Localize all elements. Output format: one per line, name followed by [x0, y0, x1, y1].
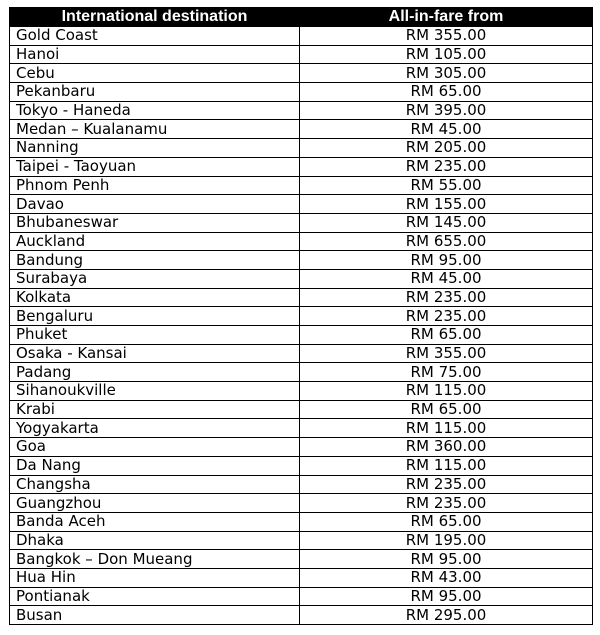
destination-cell: Bengaluru	[10, 307, 300, 326]
table-row	[10, 531, 593, 550]
table-row	[10, 64, 593, 83]
destination-cell: Tokyo - Haneda	[10, 101, 300, 120]
fare-cell: RM 395.00	[300, 101, 593, 120]
destination-cell: Krabi	[10, 400, 300, 419]
fare-cell: RM 65.00	[300, 83, 593, 102]
destination-cell: Sihanoukville	[10, 382, 300, 401]
table-row	[10, 176, 593, 195]
fare-cell: RM 235.00	[300, 475, 593, 494]
destination-cell: Auckland	[10, 232, 300, 251]
destination-cell: Davao	[10, 195, 300, 214]
destination-cell: Pontianak	[10, 587, 300, 606]
table-row	[10, 568, 593, 587]
fare-cell: RM 235.00	[300, 157, 593, 176]
destination-cell: Medan – Kualanamu	[10, 120, 300, 139]
table-row	[10, 251, 593, 270]
destination-cell: Busan	[10, 606, 300, 625]
fare-table	[9, 7, 593, 625]
destination-cell: Taipei - Taoyuan	[10, 157, 300, 176]
fare-cell: RM 305.00	[300, 64, 593, 83]
table-row	[10, 587, 593, 606]
destination-cell: Hua Hin	[10, 568, 300, 587]
fare-cell: RM 115.00	[300, 419, 593, 438]
table-row	[10, 120, 593, 139]
fare-cell: RM 105.00	[300, 45, 593, 64]
table-row	[10, 438, 593, 457]
destination-cell: Phnom Penh	[10, 176, 300, 195]
table-row	[10, 382, 593, 401]
table-header-row	[10, 8, 593, 27]
fare-cell: RM 655.00	[300, 232, 593, 251]
table-row	[10, 400, 593, 419]
fare-cell: RM 45.00	[300, 269, 593, 288]
destination-cell: Pekanbaru	[10, 83, 300, 102]
table-row	[10, 45, 593, 64]
destination-cell: Goa	[10, 438, 300, 457]
column-header-fare: All-in-fare from	[300, 8, 593, 27]
table-row	[10, 419, 593, 438]
fare-cell: RM 155.00	[300, 195, 593, 214]
destination-cell: Bhubaneswar	[10, 213, 300, 232]
table-row	[10, 232, 593, 251]
table-row	[10, 101, 593, 120]
destination-cell: Guangzhou	[10, 494, 300, 513]
table-row	[10, 288, 593, 307]
table-row	[10, 269, 593, 288]
table-row	[10, 213, 593, 232]
fare-cell: RM 235.00	[300, 494, 593, 513]
fare-cell: RM 65.00	[300, 512, 593, 531]
destination-cell: Gold Coast	[10, 27, 300, 46]
destination-cell: Padang	[10, 363, 300, 382]
fare-cell: RM 355.00	[300, 27, 593, 46]
table-row	[10, 326, 593, 345]
destination-cell: Banda Aceh	[10, 512, 300, 531]
fare-cell: RM 235.00	[300, 307, 593, 326]
table-row	[10, 494, 593, 513]
table-row	[10, 139, 593, 158]
table-row	[10, 27, 593, 46]
fare-cell: RM 95.00	[300, 587, 593, 606]
column-header-destination: International destination	[10, 8, 300, 27]
table-row	[10, 83, 593, 102]
fare-cell: RM 115.00	[300, 456, 593, 475]
fare-cell: RM 195.00	[300, 531, 593, 550]
destination-cell: Nanning	[10, 139, 300, 158]
fare-cell: RM 75.00	[300, 363, 593, 382]
fare-cell: RM 65.00	[300, 400, 593, 419]
fare-cell: RM 65.00	[300, 326, 593, 345]
fare-cell: RM 295.00	[300, 606, 593, 625]
fare-cell: RM 95.00	[300, 550, 593, 569]
destination-cell: Bandung	[10, 251, 300, 270]
fare-cell: RM 355.00	[300, 344, 593, 363]
fare-cell: RM 45.00	[300, 120, 593, 139]
fare-cell: RM 360.00	[300, 438, 593, 457]
fare-cell: RM 95.00	[300, 251, 593, 270]
table-row	[10, 307, 593, 326]
table-row	[10, 475, 593, 494]
destination-cell: Bangkok – Don Mueang	[10, 550, 300, 569]
table-row	[10, 195, 593, 214]
fare-cell: RM 55.00	[300, 176, 593, 195]
fare-cell: RM 205.00	[300, 139, 593, 158]
destination-cell: Kolkata	[10, 288, 300, 307]
fare-cell: RM 145.00	[300, 213, 593, 232]
fare-cell: RM 115.00	[300, 382, 593, 401]
destination-cell: Dhaka	[10, 531, 300, 550]
destination-cell: Da Nang	[10, 456, 300, 475]
destination-cell: Hanoi	[10, 45, 300, 64]
destination-cell: Changsha	[10, 475, 300, 494]
table-body	[10, 27, 593, 625]
destination-cell: Phuket	[10, 326, 300, 345]
table-row	[10, 550, 593, 569]
fare-cell: RM 235.00	[300, 288, 593, 307]
table-row	[10, 157, 593, 176]
destination-cell: Yogyakarta	[10, 419, 300, 438]
fare-cell: RM 43.00	[300, 568, 593, 587]
table-row	[10, 456, 593, 475]
destination-cell: Cebu	[10, 64, 300, 83]
destination-cell: Surabaya	[10, 269, 300, 288]
destination-cell: Osaka - Kansai	[10, 344, 300, 363]
table-row	[10, 344, 593, 363]
table-row	[10, 606, 593, 625]
table-row	[10, 363, 593, 382]
table-row	[10, 512, 593, 531]
